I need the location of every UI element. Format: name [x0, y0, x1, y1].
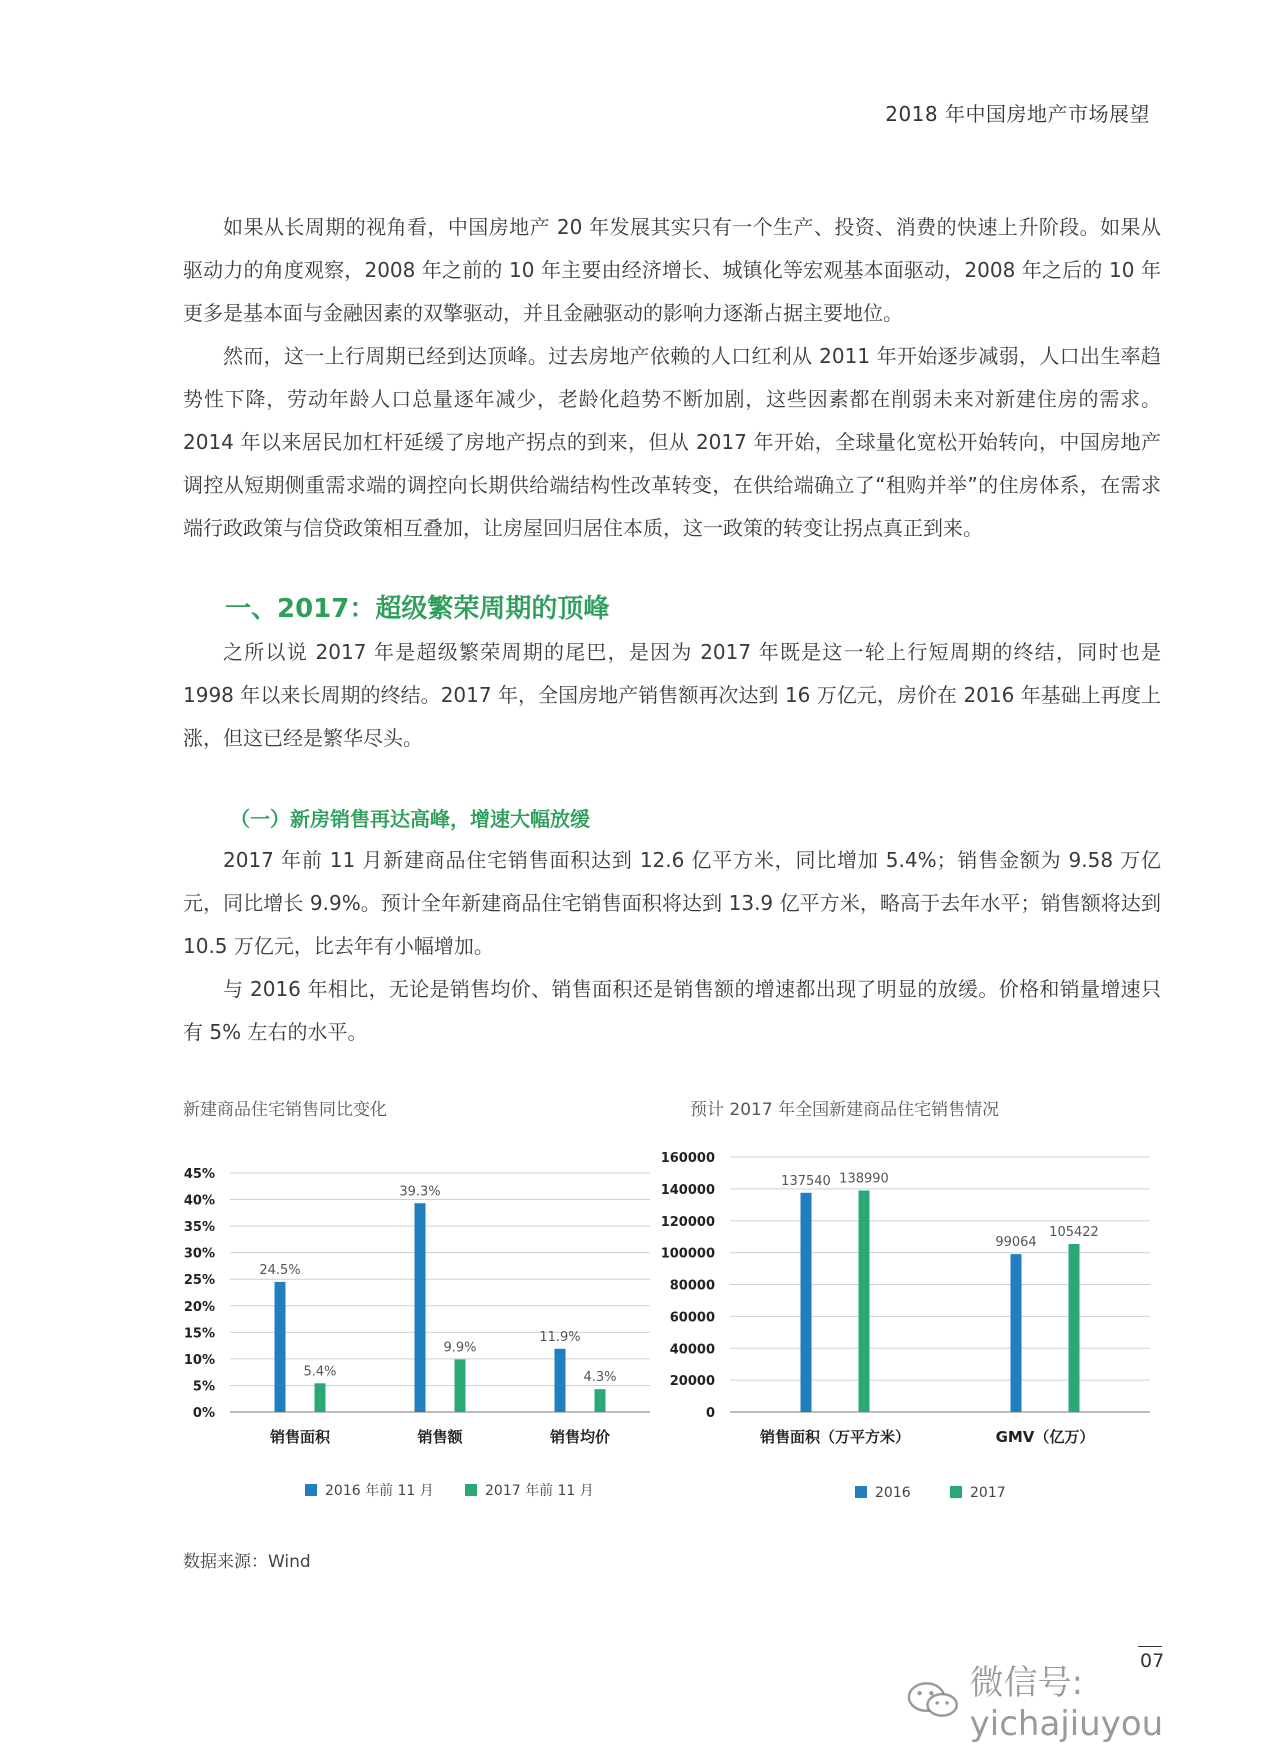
- y-tick-label: 30%: [183, 1246, 215, 1262]
- data-label: 105422: [1049, 1224, 1099, 1240]
- data-label: 5.4%: [303, 1364, 337, 1380]
- legend-swatch: [855, 1486, 867, 1498]
- data-label: 9.9%: [443, 1340, 477, 1356]
- page-number-rule: [1138, 1646, 1162, 1647]
- data-label: 137540: [781, 1173, 831, 1189]
- legend-label: 2017 年前 11 月: [485, 1483, 594, 1499]
- header-title: 2018 年中国房地产市场展望: [885, 102, 1150, 126]
- paragraph-sales: 2017 年前 11 月新建商品住宅销售面积达到 12.6 亿平方米，同比增加 5.4%；销售金额为 9.58 万亿元，同比增长 9.9%。预计全年新建商品住宅销售面积将达到 13.9 亿平方米，略高于去年水平；销售额将达到 10.5 万亿元，比去年有小幅增加。: [183, 848, 1161, 958]
- category-label: 销售面积（万平方米）: [759, 1428, 911, 1446]
- bar: [275, 1282, 286, 1412]
- y-tick-label: 160000: [660, 1151, 715, 1166]
- legend-swatch: [950, 1486, 962, 1498]
- bar: [595, 1389, 606, 1412]
- y-tick-label: 60000: [669, 1310, 715, 1326]
- y-tick-label: 120000: [660, 1214, 715, 1230]
- y-tick-label: 100000: [660, 1246, 715, 1262]
- data-label: 11.9%: [539, 1329, 581, 1345]
- y-tick-label: 20000: [669, 1374, 715, 1390]
- data-label: 138990: [839, 1171, 889, 1187]
- y-tick-label: 45%: [183, 1167, 215, 1182]
- y-tick-label: 15%: [183, 1326, 215, 1342]
- legend-label: 2017: [970, 1485, 1006, 1501]
- subsection-heading: （一）新房销售再达高峰，增速大幅放缓: [230, 807, 590, 831]
- y-tick-label: 80000: [669, 1278, 715, 1294]
- y-tick-label: 0%: [192, 1406, 215, 1421]
- paragraph-peak: 然而，这一上行周期已经到达顶峰。过去房地产依赖的人口红利从 2011 年开始逐步减弱，人口出生率趋势性下降，劳动年龄人口总量逐年减少，老龄化趋势不断加剧，这些因素都在削弱未来对新建住房的需求。2014 年以来居民加杠杆延缓了房地产拐点的到来，但从 2017 年开始，全球量化宽松开始转向，中国房地产调控从短期侧重需求端的调控向长期供给端结构性改革转变，在供给端确立了“租购并举”的住房体系，在需求端行政政策与信贷政策相互叠加，让房屋回归居住本质，这一政策的转变让拐点真正到来。: [183, 344, 1161, 540]
- page-number: 07: [1140, 1650, 1165, 1672]
- bar: [315, 1383, 326, 1412]
- bar: [455, 1359, 466, 1412]
- bar: [555, 1349, 566, 1412]
- bar: [1011, 1254, 1022, 1412]
- wechat-icon: [905, 1680, 962, 1720]
- chart-yoy-change: [170, 1135, 670, 1520]
- legend-label: 2016 年前 11 月: [325, 1483, 434, 1499]
- legend-swatch: [465, 1484, 477, 1496]
- y-tick-label: 10%: [183, 1352, 215, 1368]
- section-heading: 一、2017：超级繁荣周期的顶峰: [225, 594, 610, 624]
- chart-sales-forecast: [660, 1135, 1175, 1520]
- y-tick-label: 25%: [183, 1273, 215, 1289]
- data-label: 4.3%: [583, 1370, 617, 1386]
- y-tick-label: 40000: [669, 1342, 715, 1358]
- y-tick-label: 140000: [660, 1182, 715, 1198]
- bar: [415, 1203, 426, 1412]
- chart2-title: 预计 2017 年全国新建商品住宅销售情况: [690, 1100, 1000, 1120]
- bar: [1069, 1244, 1080, 1412]
- y-tick-label: 0: [705, 1406, 715, 1421]
- y-tick-label: 40%: [183, 1193, 215, 1209]
- y-tick-label: 35%: [183, 1220, 215, 1236]
- bar: [801, 1193, 812, 1412]
- category-label: GMV（亿万）: [995, 1428, 1095, 1446]
- data-label: 24.5%: [259, 1262, 301, 1278]
- chart1-title: 新建商品住宅销售同比变化: [183, 1100, 387, 1120]
- wechat-watermark: [905, 1655, 1280, 1744]
- bar: [859, 1190, 870, 1412]
- paragraph-slowdown: 与 2016 年相比，无论是销售均价、销售面积还是销售额的增速都出现了明显的放缓。价格和销量增速只有 5% 左右的水平。: [183, 977, 1161, 1044]
- watermark-text: 微信号: yichajiuyou: [969, 1663, 1164, 1744]
- paragraph-long-cycle: 如果从长周期的视角看，中国房地产 20 年发展其实只有一个生产、投资、消费的快速上升阶段。如果从驱动力的角度观察，2008 年之前的 10 年主要由经济增长、城镇化等宏观基本面驱动，2008 年之后的 10 年更多是基本面与金融因素的双擎驱动，并且金融驱动的影响力逐渐占据主要地位。: [183, 215, 1161, 325]
- y-tick-label: 20%: [183, 1299, 215, 1315]
- legend-swatch: [305, 1484, 317, 1496]
- source-note: 数据来源：Wind: [183, 1552, 311, 1572]
- category-label: 销售面积: [269, 1428, 331, 1446]
- category-label: 销售额: [417, 1428, 463, 1446]
- legend-label: 2016: [875, 1485, 911, 1501]
- data-label: 39.3%: [399, 1184, 441, 1200]
- data-label: 99064: [995, 1235, 1037, 1251]
- y-tick-label: 5%: [192, 1379, 215, 1395]
- category-label: 销售均价: [549, 1428, 611, 1446]
- paragraph-tail: 之所以说 2017 年是超级繁荣周期的尾巴，是因为 2017 年既是这一轮上行短周期的终结，同时也是 1998 年以来长周期的终结。2017 年，全国房地产销售额再次达到 16 万亿元，房价在 2016 年基础上再度上涨，但这已经是繁华尽头。: [183, 640, 1161, 750]
